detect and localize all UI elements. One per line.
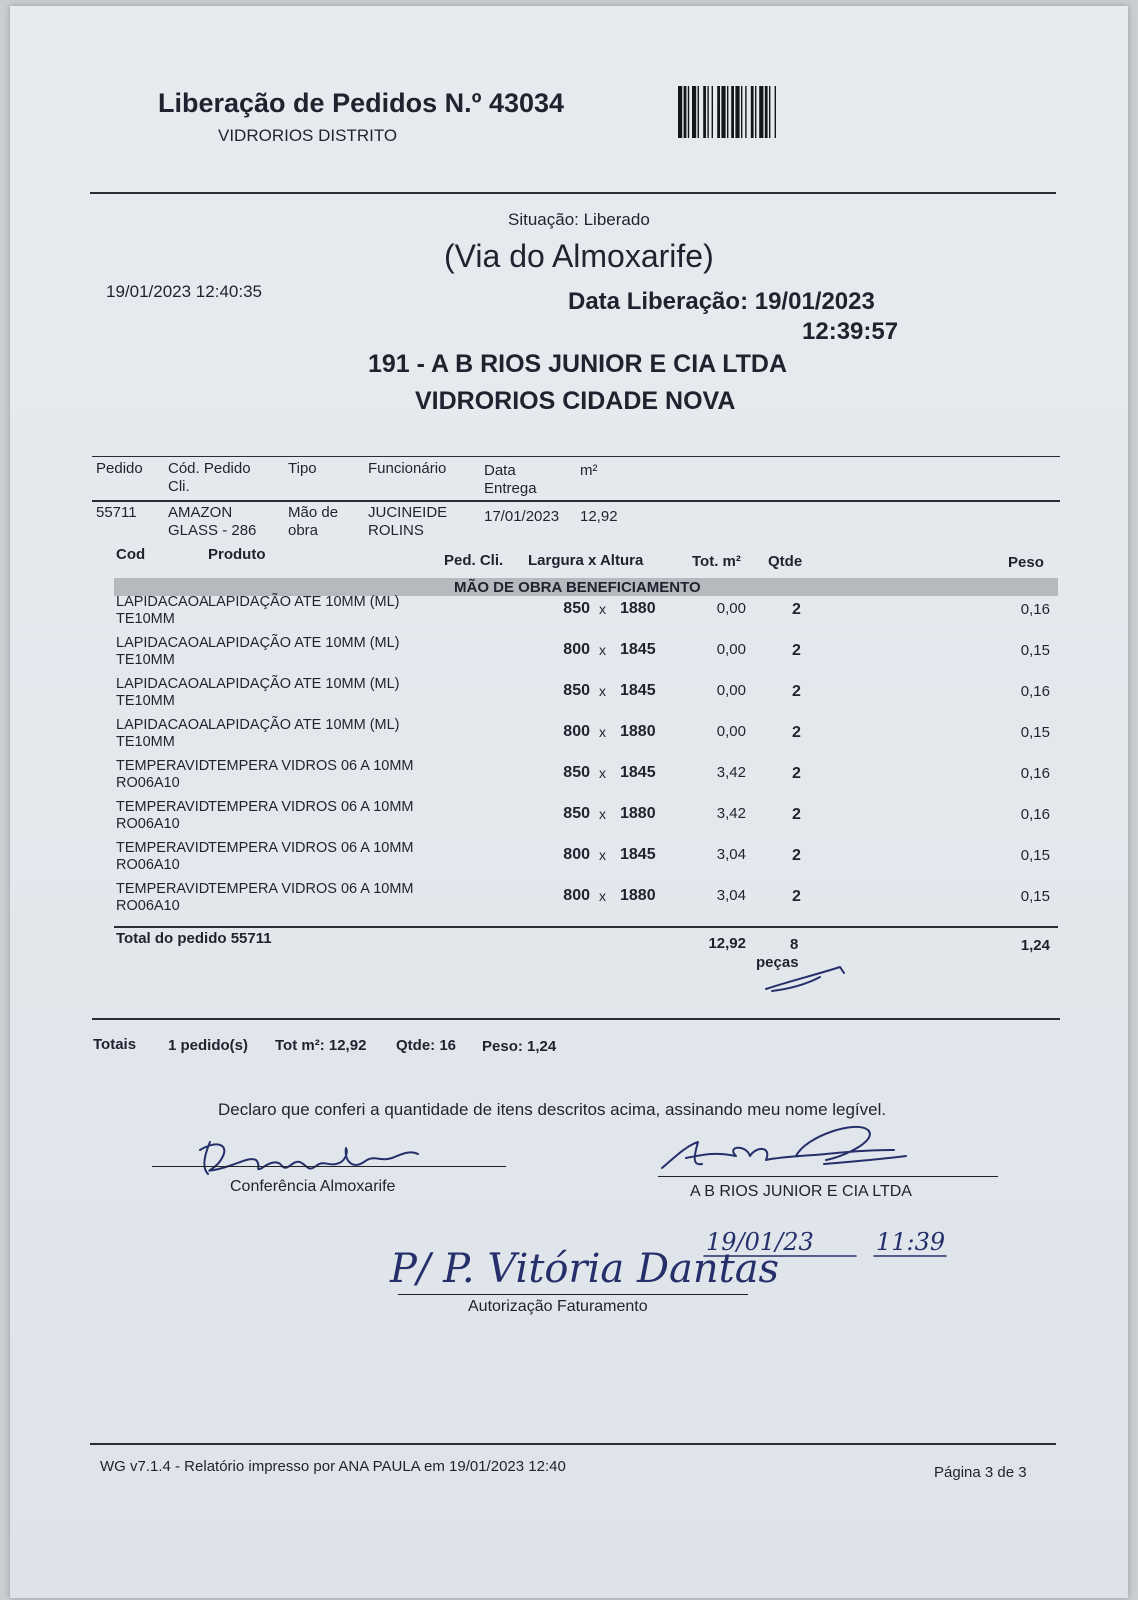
item-peso: 0,15 [1020,847,1050,864]
col-m2: m² [580,462,598,479]
col-data-entrega: Data Entrega [484,462,537,497]
item-largura: 800 [563,846,590,863]
item-qtde: 2 [792,806,801,823]
col-pedido: Pedido [96,460,143,477]
col-tipo: Tipo [288,460,317,477]
item-altura: 1845 [620,846,656,863]
item-peso: 0,15 [1020,724,1050,741]
item-altura: 1880 [620,887,656,904]
table-row [10,717,1128,757]
item-cod: LAPIDACAOATE10MM [116,717,209,750]
item-x: x [599,724,606,740]
item-qtde: 2 [792,847,801,864]
order-pedido: 55711 [96,504,137,521]
client-name: 191 - A B RIOS JUNIOR E CIA LTDA [368,350,788,378]
item-peso: 0,16 [1020,683,1050,700]
item-tot-m2: 3,04 [716,887,746,904]
signature-label-cliente: A B RIOS JUNIOR E CIA LTDA [690,1183,912,1200]
table-row [10,594,1128,634]
checkmark-handwritten [760,961,850,995]
signature-label-conferencia: Conferência Almoxarife [230,1178,396,1195]
col-peso: Peso [1008,554,1044,571]
order-total-label: Total do pedido 55711 [116,930,272,947]
item-qtde: 2 [792,642,801,659]
order-m2: 12,92 [580,508,618,525]
item-produto: LAPIDAÇÃO ATE 10MM (ML) [208,717,400,733]
table-row [10,881,1128,921]
table-row [10,799,1128,839]
order-funcionario: JUCINEIDE ROLINS [368,504,448,539]
table-row [10,840,1128,880]
signature-autorizacao [386,1224,966,1304]
table-row [10,635,1128,675]
handwritten-date: 19/01/23 [706,1228,814,1256]
copy-label: (Via do Almoxarife) [444,238,714,274]
item-tot-m2: 0,00 [716,641,746,658]
item-largura: 850 [563,764,590,781]
totals-label: Totais [93,1036,137,1053]
item-x: x [599,806,606,822]
item-produto: TEMPERA VIDROS 06 A 10MM [208,840,414,856]
order-data-entrega: 17/01/2023 [484,508,560,525]
item-largura: 800 [563,641,590,658]
release-date: Data Liberação: 19/01/2023 [568,288,875,315]
document-page [10,6,1128,1598]
item-largura: 800 [563,723,590,740]
item-altura: 1845 [620,764,656,781]
header-divider [90,192,1056,194]
item-cod: TEMPERAVIDRO06A10 [116,799,210,832]
print-timestamp: 19/01/2023 12:40:35 [106,282,262,301]
item-produto: TEMPERA VIDROS 06 A 10MM [208,799,414,815]
item-x: x [599,765,606,781]
order-total-qtde: 8 [790,936,799,953]
item-cod: TEMPERAVIDRO06A10 [116,840,210,873]
item-cod: LAPIDACAOATE10MM [116,676,209,709]
item-peso: 0,16 [1020,806,1050,823]
item-largura: 850 [563,600,590,617]
totals-divider [92,1018,1060,1020]
item-peso: 0,16 [1020,765,1050,782]
item-qtde: 2 [792,724,801,741]
item-tot-m2: 3,42 [716,805,746,822]
col-ped-cli: Ped. Cli. [444,552,504,569]
item-largura: 800 [563,887,590,904]
item-peso: 0,15 [1020,642,1050,659]
footer-text: WG v7.1.4 - Relatório impresso por ANA PAULA em 19/01/2023 12:40 [100,1458,566,1475]
item-tot-m2: 0,00 [716,600,746,617]
item-x: x [599,642,606,658]
autorizacao-handwritten: P/ P. Vitória Dantas [390,1246,780,1292]
item-cod: TEMPERAVIDRO06A10 [116,758,210,791]
item-produto: TEMPERA VIDROS 06 A 10MM [208,881,414,897]
col-largura-altura: Largura x Altura [528,552,644,569]
table-row [10,676,1128,716]
order-cod-pedido-cli: AMAZON GLASS - 286 [168,504,257,539]
item-largura: 850 [563,682,590,699]
totals-pedidos: 1 pedido(s) [168,1037,249,1054]
item-qtde: 2 [792,765,801,782]
total-rule [114,926,1058,928]
table-row [10,758,1128,798]
item-cod: TEMPERAVIDRO06A10 [116,881,210,914]
order-tipo: Mão de obra [288,504,339,539]
release-time: 12:39:57 [802,318,899,345]
item-produto: LAPIDAÇÃO ATE 10MM (ML) [208,594,400,610]
item-produto: LAPIDAÇÃO ATE 10MM (ML) [208,676,400,692]
item-cod: LAPIDACAOATE10MM [116,594,209,627]
item-cod: LAPIDACAOATE10MM [116,635,209,668]
col-cod: Cod [116,546,146,563]
barcode [678,86,850,138]
item-qtde: 2 [792,888,801,905]
item-x: x [599,888,606,904]
totals-peso: Peso: 1,24 [482,1038,557,1055]
item-x: x [599,847,606,863]
item-largura: 850 [563,805,590,822]
item-x: x [599,601,606,617]
item-tot-m2: 0,00 [716,682,746,699]
item-qtde: 2 [792,683,801,700]
item-produto: LAPIDAÇÃO ATE 10MM (ML) [208,635,400,651]
document-title: Liberação de Pedidos N.º 43034 [158,88,565,118]
status-situacao: Situação: Liberado [508,210,650,229]
item-tot-m2: 0,00 [716,723,746,740]
item-altura: 1880 [620,723,656,740]
col-qtde: Qtde [768,553,803,570]
item-altura: 1880 [620,600,656,617]
section-label: MÃO DE OBRA BENEFICIAMENTO [454,579,701,596]
item-altura: 1845 [620,682,656,699]
signature-label-autorizacao: Autorização Faturamento [468,1298,648,1315]
item-altura: 1845 [620,641,656,658]
order-table-header-rule [92,500,1060,502]
totals-m2: Tot m²: 12,92 [275,1037,367,1054]
item-peso: 0,16 [1020,601,1050,618]
item-x: x [599,683,606,699]
item-qtde: 2 [792,601,801,618]
order-total-pecas: peças [756,954,799,971]
client-branch: VIDRORIOS CIDADE NOVA [415,387,736,415]
col-produto: Produto [208,546,266,563]
handwritten-time: 11:39 [876,1228,946,1256]
order-table-top-rule [92,456,1060,457]
declaration-text: Declaro que conferi a quantidade de itens descritos acima, assinando meu nome legível. [218,1100,887,1119]
signature-line-cliente [658,1176,998,1177]
totals-qtde: Qtde: 16 [396,1037,457,1054]
item-peso: 0,15 [1020,888,1050,905]
signature-conferencia [196,1136,436,1182]
item-tot-m2: 3,04 [716,846,746,863]
item-produto: TEMPERA VIDROS 06 A 10MM [208,758,414,774]
col-tot-m2: Tot. m² [692,553,741,570]
signature-line-autorizacao [398,1294,748,1295]
item-altura: 1880 [620,805,656,822]
order-total-peso: 1,24 [1020,937,1050,954]
footer-divider [90,1443,1056,1445]
company-name: VIDRORIOS DISTRITO [218,126,398,145]
item-tot-m2: 3,42 [716,764,746,781]
col-funcionario: Funcionário [368,460,447,477]
signature-line-conferencia [152,1166,506,1167]
col-cod-pedido-cli: Cód. Pedido Cli. [168,460,251,495]
page-number: Página 3 de 3 [934,1464,1027,1481]
order-total-m2: 12,92 [708,935,746,952]
